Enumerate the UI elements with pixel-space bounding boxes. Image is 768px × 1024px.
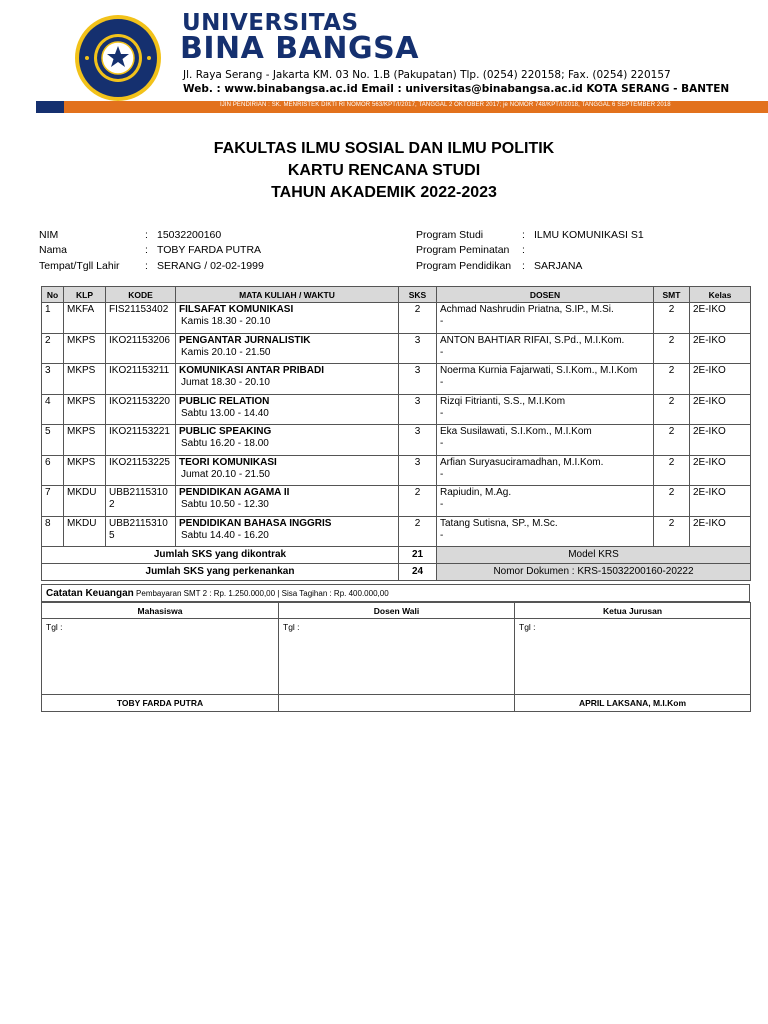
table-header-row xyxy=(42,287,751,303)
lecturer-dash: - xyxy=(440,407,444,419)
course-time: Jumat 18.30 - 20.10 xyxy=(181,377,270,388)
row-sks: 3 xyxy=(399,455,437,486)
head-signature-header: Ketua Jurusan xyxy=(515,603,751,619)
row-dosen xyxy=(437,486,654,517)
row-smt: 2 xyxy=(654,364,690,395)
row-klp: MKPS xyxy=(64,425,106,456)
row-no: 2 xyxy=(42,333,64,364)
head-signer-name: APRIL LAKSANA, M.I.Kom xyxy=(515,695,751,712)
row-dosen xyxy=(437,516,654,547)
permit-text: IJIN PENDIRIAN : SK. MENRISTEK DIKTI RI NOMOR 563/KPT/I/2017, TANGGAL 2 OKTOBER 2017; je NOMOR 748/KPT/I/2018, TANGGAL 6 SEPTEMBER 2018 xyxy=(220,102,671,108)
course-time: Sabtu 16.20 - 18.00 xyxy=(181,438,269,449)
lecturer-name: Arfian Suryasuciramadhan, M.I.Kom. xyxy=(440,456,604,468)
row-kode: IKO21153220 xyxy=(106,394,176,425)
total-taken-value: 21 xyxy=(399,547,437,564)
course-table xyxy=(41,286,751,581)
row-sks: 3 xyxy=(399,425,437,456)
birth-value: SERANG / 02-02-1999 xyxy=(157,260,264,272)
course-name: PUBLIC SPEAKING xyxy=(179,426,272,437)
header-smt: SMT xyxy=(654,287,690,303)
row-klp: MKDU xyxy=(64,516,106,547)
course-name: PENDIDIKAN AGAMA II xyxy=(179,487,290,498)
academic-year-title: TAHUN AKADEMIK 2022-2023 xyxy=(271,184,497,201)
row-klp: MKDU xyxy=(64,486,106,517)
finance-text: Pembayaran SMT 2 : Rp. 1.250.000,00 | Sisa Tagihan : Rp. 400.000,00 xyxy=(136,589,389,598)
krs-model: Model KRS xyxy=(437,547,751,564)
lecturer-name: ANTON BAHTIAR RIFAI, S.Pd., M.I.Kom. xyxy=(440,334,625,346)
course-time: Sabtu 10.50 - 12.30 xyxy=(181,499,269,510)
total-allowed-value: 24 xyxy=(399,564,437,581)
name-value: TOBY FARDA PUTRA xyxy=(157,244,262,256)
birth-separator: : xyxy=(145,260,148,272)
lecturer-dash: - xyxy=(440,346,444,358)
course-time: Sabtu 14.40 - 16.20 xyxy=(181,529,269,541)
row-no: 6 xyxy=(42,455,64,486)
course-name: TEORI KOMUNIKASI xyxy=(179,456,277,468)
lecturer-dash: - xyxy=(440,499,444,510)
lecturer-dash: - xyxy=(440,377,444,388)
row-kode: IKO21153221 xyxy=(106,425,176,456)
university-logo xyxy=(74,14,162,102)
row-smt: 2 xyxy=(654,455,690,486)
row-course xyxy=(176,516,399,547)
header-klp: KLP xyxy=(64,287,106,303)
table-row xyxy=(42,516,751,547)
table-row xyxy=(42,364,751,395)
university-name-line1: UNIVERSITAS xyxy=(182,10,359,36)
table-row xyxy=(42,486,751,517)
row-kode: FIS21153402 xyxy=(106,303,176,334)
row-kelas: 2E-IKO xyxy=(690,333,751,364)
nim-value: 15032200160 xyxy=(157,229,222,241)
row-sks: 3 xyxy=(399,394,437,425)
table-row xyxy=(42,394,751,425)
row-sks: 3 xyxy=(399,333,437,364)
row-course xyxy=(176,364,399,395)
signature-table xyxy=(41,602,751,712)
row-kelas: 2E-IKO xyxy=(690,425,751,456)
permit-bar-accent xyxy=(36,101,64,113)
row-no: 5 xyxy=(42,425,64,456)
lecturer-name: Noerma Kurnia Fajarwati, S.I.Kom., M.I.Kom xyxy=(440,365,638,376)
table-row xyxy=(42,455,751,486)
row-kelas: 2E-IKO xyxy=(690,303,751,334)
row-smt: 2 xyxy=(654,394,690,425)
row-dosen xyxy=(437,394,654,425)
level-separator: : xyxy=(522,260,525,272)
header-kode: KODE xyxy=(106,287,176,303)
advisor-signer-name xyxy=(279,695,515,712)
row-no: 7 xyxy=(42,486,64,517)
lecturer-name: Rapiudin, M.Ag. xyxy=(440,487,512,498)
table-row xyxy=(42,425,751,456)
finance-note xyxy=(41,584,750,602)
lecturer-dash: - xyxy=(440,529,444,541)
row-klp: MKPS xyxy=(64,455,106,486)
faculty-title: FAKULTAS ILMU SOSIAL DAN ILMU POLITIK xyxy=(213,140,555,157)
lecturer-name: Rizqi Fitrianti, S.S., M.I.Kom xyxy=(440,395,566,407)
row-kelas: 2E-IKO xyxy=(690,486,751,517)
row-klp: MKPS xyxy=(64,364,106,395)
row-kode: UBB21153102 xyxy=(106,486,176,517)
lecturer-name: Tatang Sutisna, SP., M.Sc. xyxy=(440,517,558,529)
row-dosen xyxy=(437,333,654,364)
name-label: Nama xyxy=(39,244,68,256)
course-time: Kamis 20.10 - 21.50 xyxy=(181,346,271,358)
name-separator: : xyxy=(145,244,148,256)
row-no: 4 xyxy=(42,394,64,425)
header-dosen: DOSEN xyxy=(437,287,654,303)
lecturer-dash: - xyxy=(440,316,444,327)
row-sks: 2 xyxy=(399,486,437,517)
university-address: Jl. Raya Serang - Jakarta KM. 03 No. 1.B (Pakupatan) Tlp. (0254) 220158; Fax. (0254) 220157 xyxy=(183,69,671,81)
header-no: No xyxy=(42,287,64,303)
row-no: 8 xyxy=(42,516,64,547)
row-smt: 2 xyxy=(654,486,690,517)
row-klp: MKPS xyxy=(64,333,106,364)
lecturer-name: Eka Susilawati, S.I.Kom., M.I.Kom xyxy=(440,426,592,437)
row-klp: MKPS xyxy=(64,394,106,425)
lecturer-name: Achmad Nashrudin Priatna, S.IP., M.Si. xyxy=(440,304,614,315)
row-smt: 2 xyxy=(654,333,690,364)
row-course xyxy=(176,333,399,364)
document-title: KARTU RENCANA STUDI xyxy=(287,162,481,179)
course-name: FILSAFAT KOMUNIKASI xyxy=(179,304,294,315)
row-kode: UBB21153105 xyxy=(106,516,176,547)
nim-label: NIM xyxy=(39,229,59,241)
row-course xyxy=(176,486,399,517)
university-name-line2: BINA BANGSA xyxy=(180,31,419,66)
total-taken-label: Jumlah SKS yang dikontrak xyxy=(42,547,399,564)
row-kode: IKO21153225 xyxy=(106,455,176,486)
lecturer-dash: - xyxy=(440,468,444,480)
specialization-label: Program Peminatan xyxy=(416,244,510,256)
row-dosen xyxy=(437,455,654,486)
row-sks: 3 xyxy=(399,364,437,395)
row-course xyxy=(176,425,399,456)
row-kelas: 2E-IKO xyxy=(690,394,751,425)
row-no: 3 xyxy=(42,364,64,395)
row-no: 1 xyxy=(42,303,64,334)
row-sks: 2 xyxy=(399,303,437,334)
permit-bar xyxy=(36,101,768,113)
total-taken-row xyxy=(42,547,751,564)
course-name: PENGANTAR JURNALISTIK xyxy=(179,334,311,346)
course-time: Jumat 20.10 - 21.50 xyxy=(181,468,270,480)
row-kode: IKO21153206 xyxy=(106,333,176,364)
document-number: Nomor Dokumen : KRS-15032200160-20222 xyxy=(437,564,751,581)
finance-label: Catatan Keuangan xyxy=(46,588,134,599)
row-kelas: 2E-IKO xyxy=(690,455,751,486)
nim-separator: : xyxy=(145,229,148,241)
student-signer-name: TOBY FARDA PUTRA xyxy=(42,695,279,712)
total-allowed-row xyxy=(42,564,751,581)
university-contact: Web. : www.binabangsa.ac.id Email : universitas@binabangsa.ac.id KOTA SERANG - BANTEN xyxy=(183,83,730,95)
lecturer-dash: - xyxy=(440,438,444,449)
row-course xyxy=(176,303,399,334)
advisor-signature-header: Dosen Wali xyxy=(279,603,515,619)
program-label: Program Studi xyxy=(416,229,484,241)
table-row xyxy=(42,333,751,364)
header-kelas: Kelas xyxy=(690,287,751,303)
total-allowed-label: Jumlah SKS yang perkenankan xyxy=(42,564,399,581)
student-signature-header: Mahasiswa xyxy=(42,603,279,619)
table-row xyxy=(42,303,751,334)
advisor-signature-date: Tgl : xyxy=(279,619,515,695)
row-kelas: 2E-IKO xyxy=(690,364,751,395)
level-label: Program Pendidikan xyxy=(416,260,512,272)
birth-label: Tempat/Tgll Lahir xyxy=(39,260,120,272)
row-sks: 2 xyxy=(399,516,437,547)
row-kode: IKO21153211 xyxy=(106,364,176,395)
row-course xyxy=(176,394,399,425)
course-time: Kamis 18.30 - 20.10 xyxy=(181,316,271,327)
program-value: ILMU KOMUNIKASI S1 xyxy=(534,229,644,241)
row-smt: 2 xyxy=(654,303,690,334)
student-signature-date: Tgl : xyxy=(42,619,279,695)
row-klp: MKFA xyxy=(64,303,106,334)
specialization-separator: : xyxy=(522,244,525,256)
row-dosen xyxy=(437,303,654,334)
level-value: SARJANA xyxy=(534,260,583,272)
header-sks: SKS xyxy=(399,287,437,303)
row-kelas: 2E-IKO xyxy=(690,516,751,547)
row-smt: 2 xyxy=(654,516,690,547)
course-time: Sabtu 13.00 - 14.40 xyxy=(181,407,269,419)
course-name: PENDIDIKAN BAHASA INGGRIS xyxy=(179,517,332,529)
row-dosen xyxy=(437,364,654,395)
row-course xyxy=(176,455,399,486)
row-smt: 2 xyxy=(654,425,690,456)
head-signature-date: Tgl : xyxy=(515,619,751,695)
header-course: MATA KULIAH / WAKTU xyxy=(176,287,399,303)
program-separator: : xyxy=(522,229,525,241)
course-name: KOMUNIKASI ANTAR PRIBADI xyxy=(179,365,324,376)
row-dosen xyxy=(437,425,654,456)
course-name: PUBLIC RELATION xyxy=(179,395,270,407)
